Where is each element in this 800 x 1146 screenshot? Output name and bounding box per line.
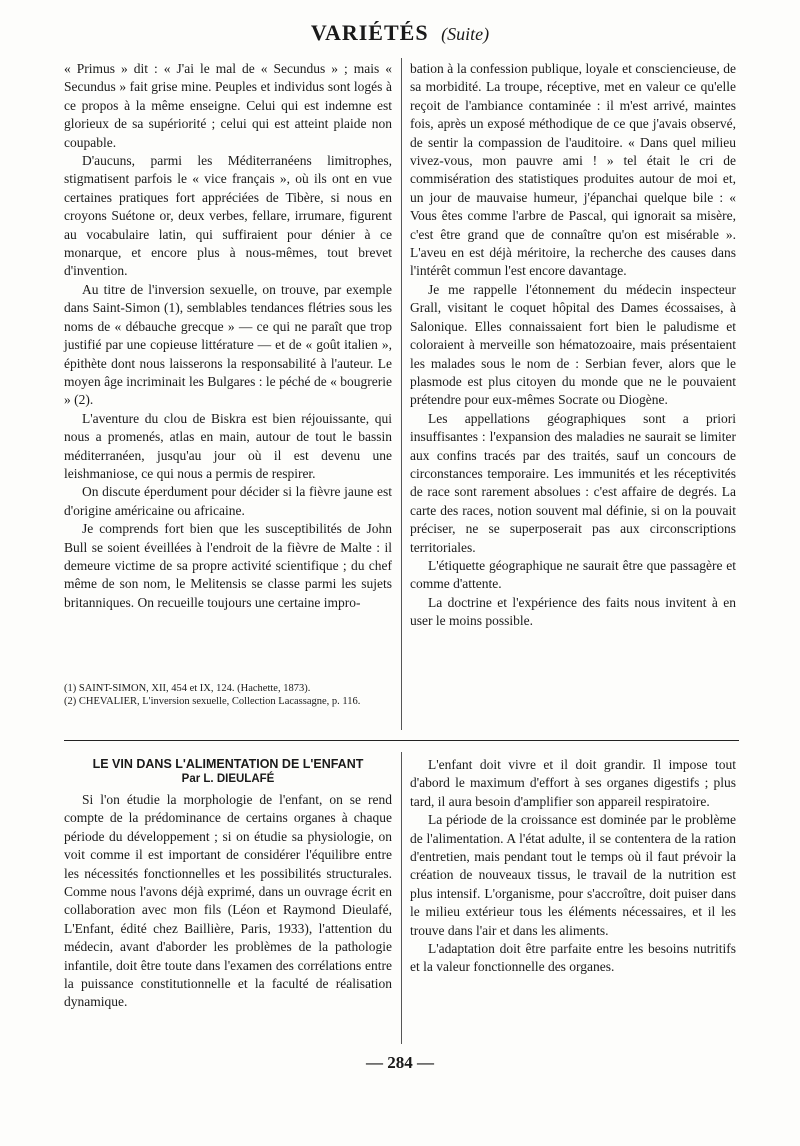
page-header [0,20,800,47]
paragraph: L'enfant doit vivre et il doit grandir. Il impose tout d'abord le maximum d'effort à ses organes digestifs ; plus tard, il aura besoin d'amplifier son appareil respiratoire. [410,757,736,809]
paragraph: Si l'on étudie la morphologie de l'enfant, on se rend compte de la prédominance de certains organes à chaque période du développement ; si on étudie sa physiologie, on voit comme il est important de considérer l'équilibre entre les nécessités fonctionnelles et les possibilités structurales. Comme nous l'avons déjà exprimé, dans un ouvrage écrit en collaboration avec mon fils (Léon et Raymond Dieulafé, L'Enfant, édité chez Baillière, Paris, 1933), l'attention du médecin, avant d'aborder les problèmes de la pathologie infantile, doit être toute dans l'examen des corrélations entre la puissance constitutionnelle et la faculté de réalisation dynamique. [64,792,392,1010]
page-number: — 284 — [366,1053,434,1072]
top-right-column [410,60,736,631]
paragraph: La période de la croissance est dominée par le problème de l'alimentation. A l'état adulte, il se contentera de la ration d'entretien, mais pendant tout le temps où il faut prévoir la création de nouveaux tissus, le travail de la nutrition est plus intensif. L'organisme, pour s'accroître, doit puiser dans le milieu extérieur tous les éléments nécessaires, et il les trouve dans l'air et dans les aliments. [410,812,736,938]
article-right-column [410,756,736,977]
paragraph: On discute éperdument pour décider si la fièvre jaune est d'origine américaine ou africaine. [64,484,392,518]
paragraph: « Primus » dit : « J'ai le mal de « Secundus » ; mais « Secundus » fait grise mine. Peuples et individus sont logés à ce propos à la même enseigne. Celui qui est indemne est glorieux de sa supériorité ; celui qui est atteint plaide non coupable. [64,61,392,150]
footnote: (1) SAINT-SIMON, XII, 454 et IX, 124. (Hachette, 1873). [64,683,311,694]
column-divider-bottom [401,752,402,1044]
paragraph: La doctrine et l'expérience des faits nous invitent à en user le moins possible. [410,594,736,629]
section-title: VARIÉTÉS [310,20,429,45]
paragraph: L'adaptation doit être parfaite entre les besoins nutritifs et la valeur fonctionnelle des organes. [410,941,736,975]
top-left-column [64,60,392,612]
footnote: (2) CHEVALIER, L'inversion sexuelle, Collection Lacassagne, p. 116. [64,696,361,707]
paragraph: Les appellations géographiques sont a priori insuffisantes : l'expansion des maladies ne saurait se limiter aux confins tracés par des traités, sauf un concours de circonstances temporaire. Les immunités et les réceptivités de race sont rarement absolues : c'est affaire de degrés. La carte des races, notion souvent mal définie, si on la pouvait préciser, ne se superposerait pas aux circonscriptions territoriales. [410,410,736,555]
column-divider-top [401,58,402,730]
paragraph: Je me rappelle l'étonnement du médecin inspecteur Grall, visitant le coquet hôpital des Dames écossaises, à Salonique. Elles connaissaient fort bien le paludisme et coloraient à merveille son hématozoaire, mais présentaient les malades sous le nom de : Serbian fever, alors que le plasmode est plus citoyen du monde que ne le pouvaient prétendre pour eux-mêmes Socrate ou Diogène. [410,281,736,408]
section-divider [64,740,739,741]
paragraph: Au titre de l'inversion sexuelle, on trouve, par exemple dans Saint-Simon (1), semblables tendances flétries sous les noms de « débauche grecque » — ce qui ne paraît que trop justifié par une copieuse littérature — et de « goût italien », épithète dont nous laisserons la responsabilité à l'auteur. Le moyen âge incriminait les Bulgares : le péché de « bougrerie » (2). [64,281,392,408]
section-subtitle: (Suite) [441,24,490,44]
article-left-column [64,756,392,1012]
paragraph: D'aucuns, parmi les Méditerranéens limitrophes, stigmatisent parfois le « vice français », où ils ont en vue certaines pratiques fort appréciées de Tibère, si nous en croyons Suétone or, deux verbes, fellare, irrumare, figurent au vocabulaire latin, qui suffiraient pour dénier à ce monarque, et encore plus à nous-mêmes, tout brevet d'invention. [64,153,392,279]
footnotes [64,682,392,708]
paragraph: L'étiquette géographique ne saurait être que passagère et comme d'attente. [410,557,736,592]
paragraph: bation à la confession publique, loyale et consciencieuse, de sa morbidité. La troupe, réceptive, met en valeur ce qu'elle reçoit de l'ambiance contaminée : il m'est arrivé, maintes fois, après un exposé méthodique de ce que j'avais observé, de sentir la compassion de l'auditoire. « Dans quel milieu vivez-vous, mon pauvre ami ! » tel était le cri de commisération des statistiques produites autour de moi et, un jour de mauvaise humeur, j'épanchai quelque bile : « Vous êtes comme l'arbre de Pascal, qui ignorait sa misère, c'est être grand que de connaître qu'on est misérable ». L'aveu en est déjà méritoire, la recherche des causes dans l'intérêt commun l'est encore davantage. [410,61,736,279]
article-title: LE VIN DANS L'ALIMENTATION DE L'ENFANT [92,757,364,771]
article-author: Par L. DIEULAFÉ [181,773,275,785]
paragraph: Je comprends fort bien que les susceptibilités de John Bull se soient éveillées à l'endroit de la fièvre de Malte : il demeure victime de sa propre activité scientifique ; du chef même de son nom, le Melitensis se classe parmi les sujets britanniques. On recueille toujours une certaine impro- [64,521,392,610]
paragraph: L'aventure du clou de Biskra est bien réjouissante, qui nous a promenés, atlas en main, autour de tout le bassin méditerranéen, jusqu'au jour où il est devenu une leishmaniose, ce qui nous a permis de respirer. [64,410,392,481]
